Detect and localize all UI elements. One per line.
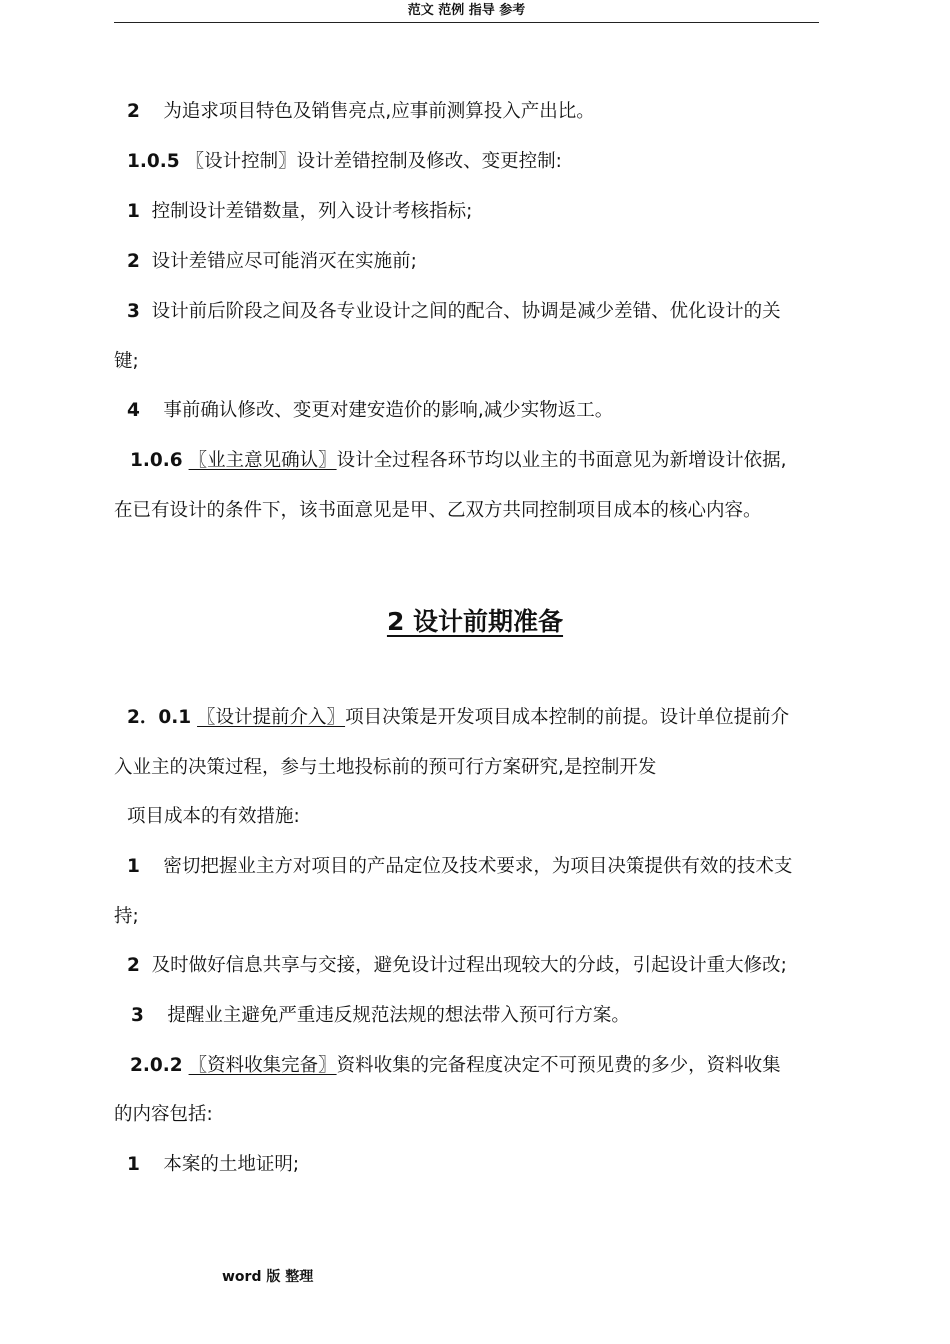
continuation-line: 的内容包括: xyxy=(114,1104,213,1125)
section-title: 2 设计前期准备 xyxy=(386,607,564,636)
continuation-line: 持; xyxy=(114,906,139,927)
clause-1-0-6 xyxy=(114,448,835,474)
item-number: 1 xyxy=(127,1154,140,1175)
continuation-line: 在已有设计的条件下，该书面意见是甲、乙双方共同控制项目成本的核心内容。 xyxy=(114,500,762,521)
clause-heading: 〖资料收集完备〗 xyxy=(188,1055,337,1076)
clause-1-0-5 xyxy=(114,149,832,175)
continuation-line: 项目成本的有效措施: xyxy=(127,806,300,827)
list-item xyxy=(114,199,832,225)
list-item xyxy=(114,953,832,979)
item-number: 2 xyxy=(127,251,140,272)
item-text: 控制设计差错数量，列入设计考核指标; xyxy=(151,201,473,222)
item-text: 设计前后阶段之间及各专业设计之间的配合、协调是减少差错、优化设计的关 xyxy=(151,301,781,322)
item-text: 设计差错应尽可能消灭在实施前; xyxy=(151,251,417,272)
list-item xyxy=(114,249,832,275)
item-number: 1 xyxy=(127,856,140,877)
item-number: 2 xyxy=(127,101,140,122)
clause-number: 1.0.5 xyxy=(127,151,180,172)
continuation-line: 键; xyxy=(114,351,139,372)
list-item xyxy=(114,1003,836,1029)
clause-heading: 〖设计提前介入〗 xyxy=(197,707,346,728)
item-text: 事前确认修改、变更对建安造价的影响,减少实物返工。 xyxy=(163,400,614,421)
clause-text: 项目决策是开发项目成本控制的前提。设计单位提前介 xyxy=(345,707,790,728)
clause-number: 2.0.2 xyxy=(130,1055,183,1076)
page-footer: word 版 整理 xyxy=(222,1269,314,1285)
clause-number: 1.0.6 xyxy=(130,450,183,471)
continuation-line: 入业主的决策过程，参与土地投标前的预可行方案研究,是控制开发 xyxy=(114,757,657,778)
item-number: 2 xyxy=(127,955,140,976)
item-text: 提醒业主避免严重违反规范法规的想法带入预可行方案。 xyxy=(167,1005,630,1026)
item-text: 及时做好信息共享与交接，避免设计过程出现较大的分歧，引起设计重大修改; xyxy=(151,955,787,976)
list-item xyxy=(114,1152,832,1178)
clause-number: 2．0.1 xyxy=(127,707,192,728)
item-number: 3 xyxy=(127,301,140,322)
list-item xyxy=(114,99,832,125)
list-item xyxy=(114,854,832,880)
item-text: 密切把握业主方对项目的产品定位及技术要求，为项目决策提供有效的技术支 xyxy=(163,856,793,877)
list-item xyxy=(114,398,832,424)
clause-text: 〖设计控制〗设计差错控制及修改、变更控制: xyxy=(185,151,562,172)
clause-heading: 〖业主意见确认〗 xyxy=(188,450,337,471)
clause-text: 设计全过程各环节均以业主的书面意见为新增设计依据, xyxy=(336,450,787,471)
item-number: 4 xyxy=(127,400,140,421)
page-header: 范文 范例 指导 参考 xyxy=(114,0,819,23)
clause-2-0-2 xyxy=(114,1053,835,1079)
item-text: 本案的土地证明; xyxy=(163,1154,300,1175)
clause-2-0-1 xyxy=(114,705,832,731)
item-number: 3 xyxy=(131,1005,144,1026)
clause-text: 资料收集的完备程度决定不可预见费的多少，资料收集 xyxy=(336,1055,781,1076)
list-item xyxy=(114,299,832,325)
item-text: 为追求项目特色及销售亮点,应事前测算投入产出比。 xyxy=(163,101,595,122)
item-number: 1 xyxy=(127,201,140,222)
